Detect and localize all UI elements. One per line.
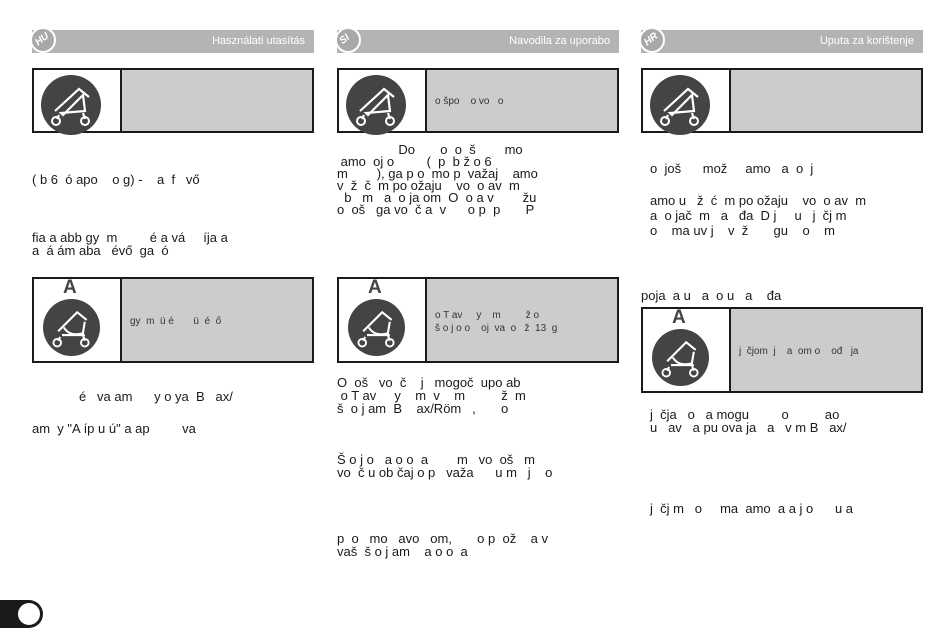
paragraph: Do o o š mo amo oj o ( p b ž o 6 m ), ga p o mo p važaj amo v ž č m po ožaju vo o av m b m a o ja om O o a v žu o oš ga vo č a v o p p P xyxy=(337,142,538,217)
paragraph: amo u ž ć m po ožaju vo o av m a o jač m a đa D j u j čj m o ma uv j v ž gu o m xyxy=(650,193,867,238)
paragraph: O oš vo č j mogoč upo ab o T av y m v m ž m š o j am B ax/Röm , o xyxy=(337,375,526,416)
paragraph: j čj m o ma amo a a j o u a xyxy=(650,501,854,516)
box-text: gy m ü é ü é ő xyxy=(130,316,222,327)
paragraph: am y "A íp u ú" a ap va xyxy=(32,421,196,436)
stroller-icon xyxy=(643,70,731,131)
stroller-icon xyxy=(339,70,427,131)
car-seat-icon: A xyxy=(34,279,122,361)
car-seat-mode-box xyxy=(641,307,923,393)
stroller-icon xyxy=(34,70,122,131)
language-badge: SI xyxy=(335,27,361,53)
box-text: j čjom j a om o ođ ja xyxy=(739,346,859,357)
car-seat-mode-box xyxy=(32,277,314,363)
stroller-mode-box xyxy=(641,68,923,133)
paragraph: Š o j o a o o a m vo oš m vo č u ob čaj o p važa u m j o xyxy=(337,452,553,480)
section-title: Navodila za uporabo xyxy=(509,35,610,47)
language-badge: HR xyxy=(639,27,665,53)
column-hr xyxy=(641,0,923,641)
language-badge: HU xyxy=(30,27,56,53)
car-seat-mode-box xyxy=(337,277,619,363)
page-tab-marker xyxy=(0,600,43,628)
section-title: Uputa za korištenje xyxy=(819,35,914,47)
stroller-mode-box xyxy=(32,68,314,133)
circle-icon xyxy=(18,603,40,625)
section-header xyxy=(337,30,619,53)
paragraph: fia a abb gy m é a vá íja a a á ám aba évő ga ó xyxy=(32,230,228,258)
stroller-mode-box xyxy=(337,68,619,133)
section-header xyxy=(641,30,923,53)
column-hu xyxy=(32,0,314,641)
paragraph: poja a u a o u a đa xyxy=(641,288,782,303)
section-header xyxy=(32,30,314,53)
paragraph: ( b 6 ó apo o g) - a f vő xyxy=(32,172,200,187)
section-title: Használati utasítás xyxy=(212,35,305,47)
car-seat-icon: A xyxy=(643,309,731,391)
paragraph: p o mo avo om, o p ož a v vaš š o j am a o o a xyxy=(337,531,548,559)
column-si xyxy=(337,0,619,641)
car-seat-icon: A xyxy=(339,279,427,361)
box-text: o špo o vo o xyxy=(435,96,504,107)
paragraph: é va am y o ya B ax/ xyxy=(32,389,233,404)
paragraph: o još mož amo a o j xyxy=(650,161,814,176)
box-text: o T av y m ž o š o j o o oj va o ž 13 g xyxy=(435,310,558,334)
paragraph: j čja o a mogu o ao u av a pu ova ja a v m B ax/ xyxy=(650,407,847,435)
